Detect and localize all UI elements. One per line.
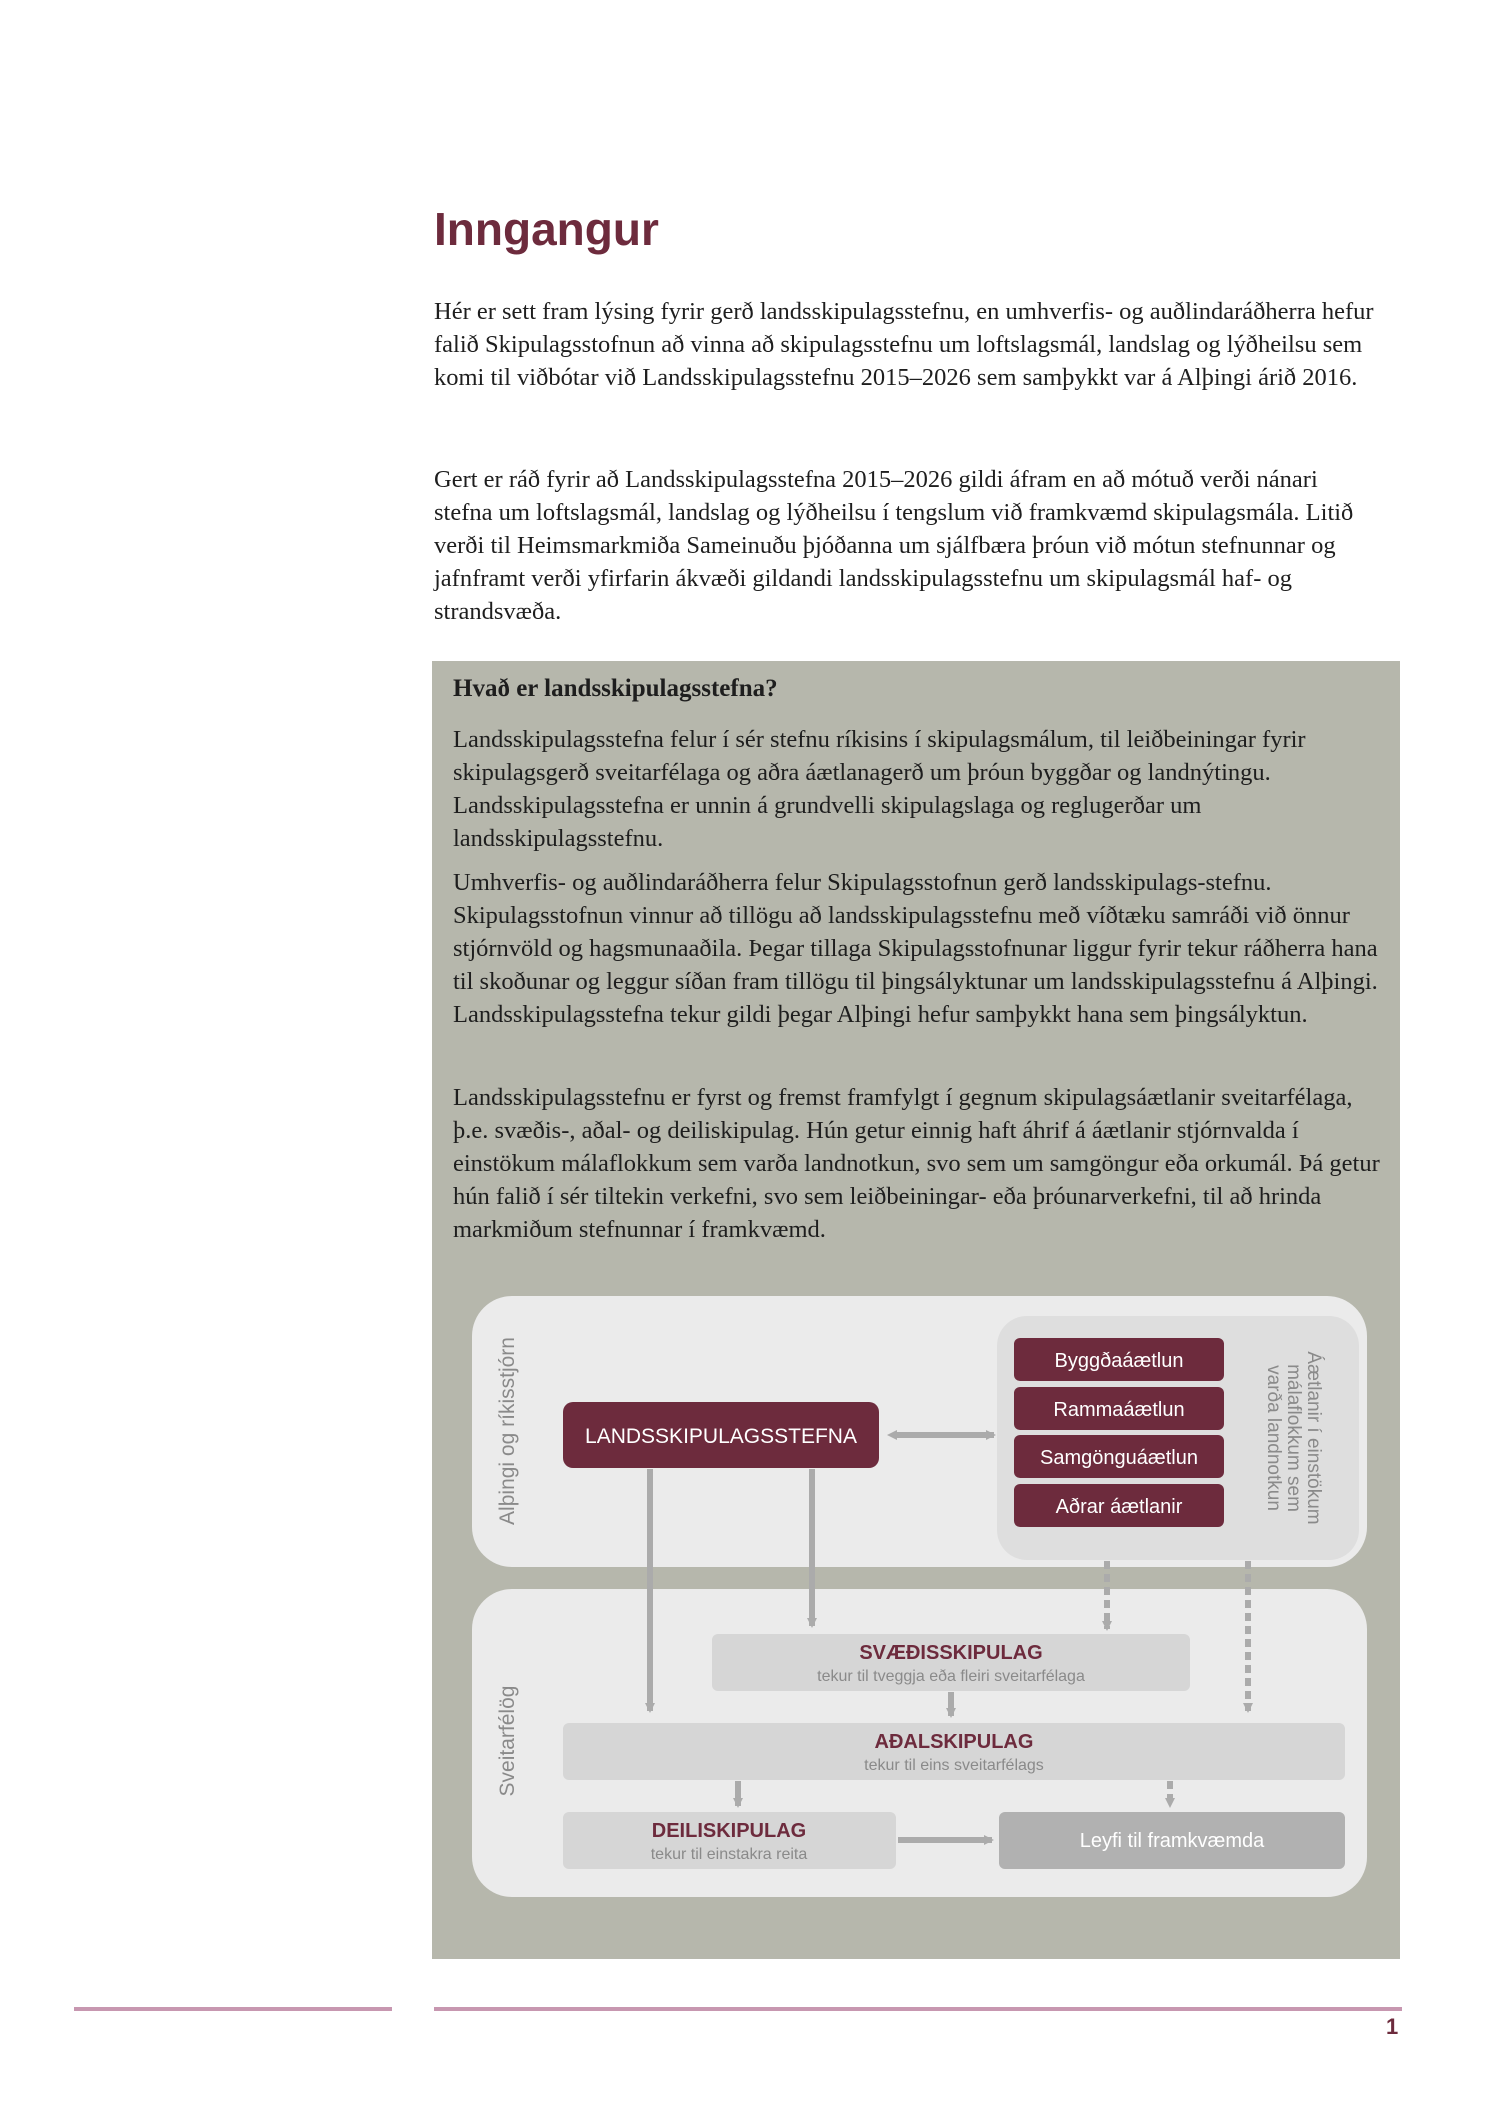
sector-plan-2-label: Rammaáætlun [1053, 1399, 1185, 1421]
sector-caption-line-3: varða landnotkun [1263, 1365, 1284, 1511]
municipal-plan-title: AÐALSKIPULAG [874, 1731, 1034, 1753]
page-title: Inngangur [434, 203, 659, 255]
intro-paragraph-2: Gert er ráð fyrir að Landsskipulagsstefna 2015–2026 gildi áfram en að mótuð verði nánari stefna um loftslagsmál, landslag og lýðheilsu í tengslum við framkvæmd skipulagsmála. Litið verði til Heimsmarkmiða Sameinuðu þjóðanna um sjálfbæra þróun við mótun stefnunnar og jafnframt verði yfirfarin ákvæði gildandi landsskipulagsstefnu um skipulagsmál haf- og strandsvæða. [434, 466, 1354, 625]
detailed-plan-title: DEILISKIPULAG [651, 1820, 807, 1842]
footer-rule-left [74, 2007, 392, 2011]
sector-caption-line-1: Áætlanir í einstökum [1303, 1351, 1324, 1525]
sector-plan-1-label: Byggðaáætlun [1054, 1350, 1184, 1372]
sector-plan-4-label: Aðrar áætlanir [1055, 1496, 1183, 1518]
state-label: Alþingi og ríkisstjórn [496, 1337, 519, 1525]
permits-label: Leyfi til framkvæmda [1079, 1830, 1265, 1852]
regional-plan-title: SVÆÐISSKIPULAG [859, 1642, 1043, 1664]
planning-hierarchy-diagram [432, 661, 1400, 1959]
info-box-paragraph-2: Umhverfis- og auðlindaráðherra felur Skipulagsstofnun gerð landsskipulags-stefnu. Skipulagsstofnun vinnur að tillögu að landsskipulagsstefnu með víðtæku samráði við önnur stjórnvöld og hagsmunaaðila. Þegar tillaga Skipulagsstofnunar liggur fyrir tekur ráðherra hana til skoðunar og leggur síðan fram tillögu til þingsályktunar um landsskipulagsstefnu á Alþingi. Landsskipulagsstefna tekur gildi þegar Alþingi hefur samþykkt hana sem þingsályktun. [453, 869, 1378, 1028]
detailed-plan-subtitle: tekur til einstakra reita [650, 1846, 808, 1863]
info-box-title: Hvað er landsskipulagsstefna? [453, 675, 778, 702]
page-number: 1 [1386, 2014, 1399, 2039]
sector-caption-line-2: málaflokkum sem [1283, 1364, 1304, 1512]
info-box [432, 661, 1400, 1959]
municipal-plan-subtitle: tekur til eins sveitarfélags [864, 1757, 1044, 1774]
info-box-paragraph-1: Landsskipulagsstefna felur í sér stefnu ríkisins í skipulagsmálum, til leiðbeiningar fyrir skipulagsgerð sveitarfélaga og aðra áætlanagerð um þróun byggðar og landnýtingu. Landsskipulagsstefna er unnin á grundvelli skipulagslaga og reglugerðar um landsskipulagsstefnu. [453, 726, 1306, 852]
footer-rule-right [434, 2007, 1402, 2011]
regional-plan-subtitle: tekur til tveggja eða fleiri sveitarfélaga [817, 1668, 1085, 1685]
sector-plan-3-label: Samgönguáætlun [1040, 1447, 1198, 1469]
intro-paragraph-1: Hér er sett fram lýsing fyrir gerð landsskipulagsstefnu, en umhverfis- og auðlindaráðherra hefur falið Skipulagsstofnun að vinna að skipulagsstefnu um loftslagsmál, landslag og lýðheilsu sem komi til viðbótar við Landsskipulagsstefnu 2015–2026 sem samþykkt var á Alþingi árið 2016. [434, 298, 1374, 391]
national-policy-label: LANDSSKIPULAGSSTEFNA [585, 1425, 857, 1448]
municipal-label: Sveitarfélög [496, 1685, 519, 1797]
info-box-paragraph-3: Landsskipulagsstefnu er fyrst og fremst framfylgt í gegnum skipulagsáætlanir sveitarfélaga, þ.e. svæðis-, aðal- og deiliskipulag. Hún getur einnig haft áhrif á áætlanir stjórnvalda í einstökum málaflokkum sem varða landnotkun, svo sem um samgöngur eða orkumál. Þá getur hún falið í sér tiltekin verkefni, svo sem leiðbeiningar- eða þróunarverkefni, til að hrinda markmiðum stefnunnar í framkvæmd. [453, 1084, 1380, 1243]
